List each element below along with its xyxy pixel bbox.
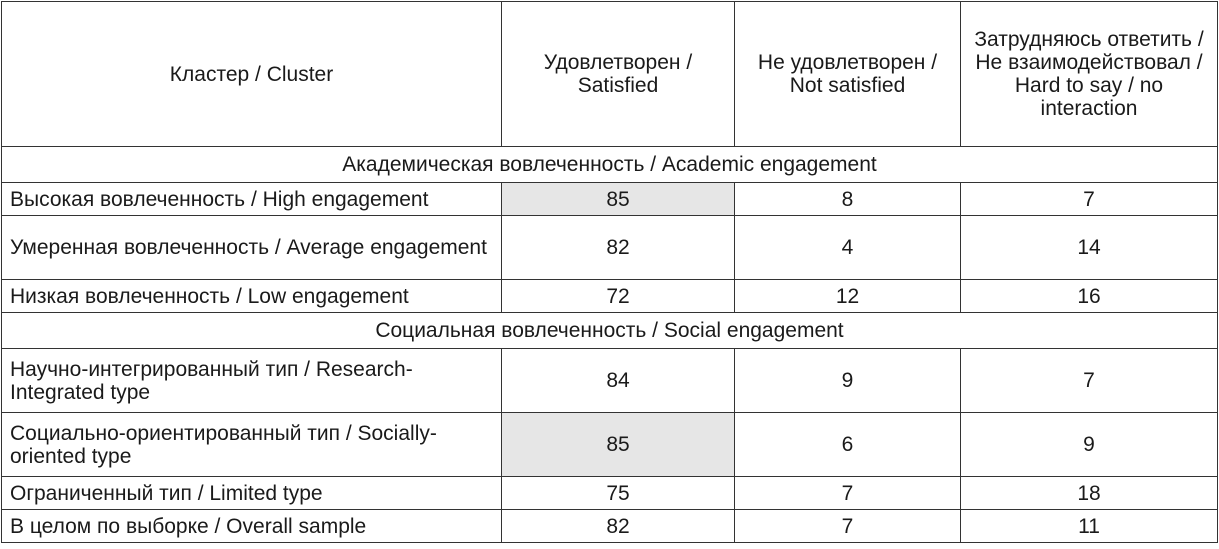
row-label: В целом по выборке / Overall sample bbox=[2, 510, 502, 543]
cell-not-satisfied: 7 bbox=[735, 477, 961, 510]
row-label: Ограниченный тип / Limited type bbox=[2, 477, 502, 510]
cell-hard-to-say: 14 bbox=[961, 216, 1218, 280]
row-label: Умеренная вовлеченность / Average engagement bbox=[2, 216, 502, 280]
row-label: Научно-интегрированный тип / Research-Integrated type bbox=[2, 349, 502, 413]
section-row-social bbox=[2, 313, 1218, 349]
cell-satisfied: 75 bbox=[502, 477, 735, 510]
cell-satisfied: 85 bbox=[502, 183, 735, 216]
table-row bbox=[2, 510, 1218, 543]
table-row bbox=[2, 413, 1218, 477]
table-header-row bbox=[2, 2, 1218, 147]
table-row bbox=[2, 216, 1218, 280]
cell-hard-to-say: 9 bbox=[961, 413, 1218, 477]
row-label: Высокая вовлеченность / High engagement bbox=[2, 183, 502, 216]
header-cluster: Кластер / Cluster bbox=[2, 2, 502, 147]
cell-not-satisfied: 8 bbox=[735, 183, 961, 216]
row-label: Низкая вовлеченность / Low engagement bbox=[2, 280, 502, 313]
cell-not-satisfied: 6 bbox=[735, 413, 961, 477]
row-label: Социально-ориентированный тип / Socially-oriented type bbox=[2, 413, 502, 477]
header-satisfied: Удовлетворен / Satisfied bbox=[502, 2, 735, 147]
cell-satisfied: 72 bbox=[502, 280, 735, 313]
cell-satisfied: 82 bbox=[502, 510, 735, 543]
cell-hard-to-say: 18 bbox=[961, 477, 1218, 510]
section-title-social: Социальная вовлеченность / Social engagement bbox=[2, 313, 1218, 349]
cell-not-satisfied: 4 bbox=[735, 216, 961, 280]
header-not-satisfied: Не удовлетворен / Not satisfied bbox=[735, 2, 961, 147]
table-row bbox=[2, 349, 1218, 413]
cell-hard-to-say: 11 bbox=[961, 510, 1218, 543]
cell-hard-to-say: 7 bbox=[961, 349, 1218, 413]
table-row bbox=[2, 183, 1218, 216]
table-row bbox=[2, 280, 1218, 313]
cell-not-satisfied: 9 bbox=[735, 349, 961, 413]
header-hard-to-say: Затрудняюсь ответить / Не взаимодействовал / Hard to say / no interaction bbox=[961, 2, 1218, 147]
section-title-academic: Академическая вовлеченность / Academic engagement bbox=[2, 147, 1218, 183]
cell-satisfied: 85 bbox=[502, 413, 735, 477]
table-row bbox=[2, 477, 1218, 510]
cell-not-satisfied: 7 bbox=[735, 510, 961, 543]
cell-satisfied: 82 bbox=[502, 216, 735, 280]
cell-satisfied: 84 bbox=[502, 349, 735, 413]
cell-hard-to-say: 7 bbox=[961, 183, 1218, 216]
cell-not-satisfied: 12 bbox=[735, 280, 961, 313]
section-row-academic bbox=[2, 147, 1218, 183]
survey-results-table bbox=[1, 1, 1218, 543]
cell-hard-to-say: 16 bbox=[961, 280, 1218, 313]
